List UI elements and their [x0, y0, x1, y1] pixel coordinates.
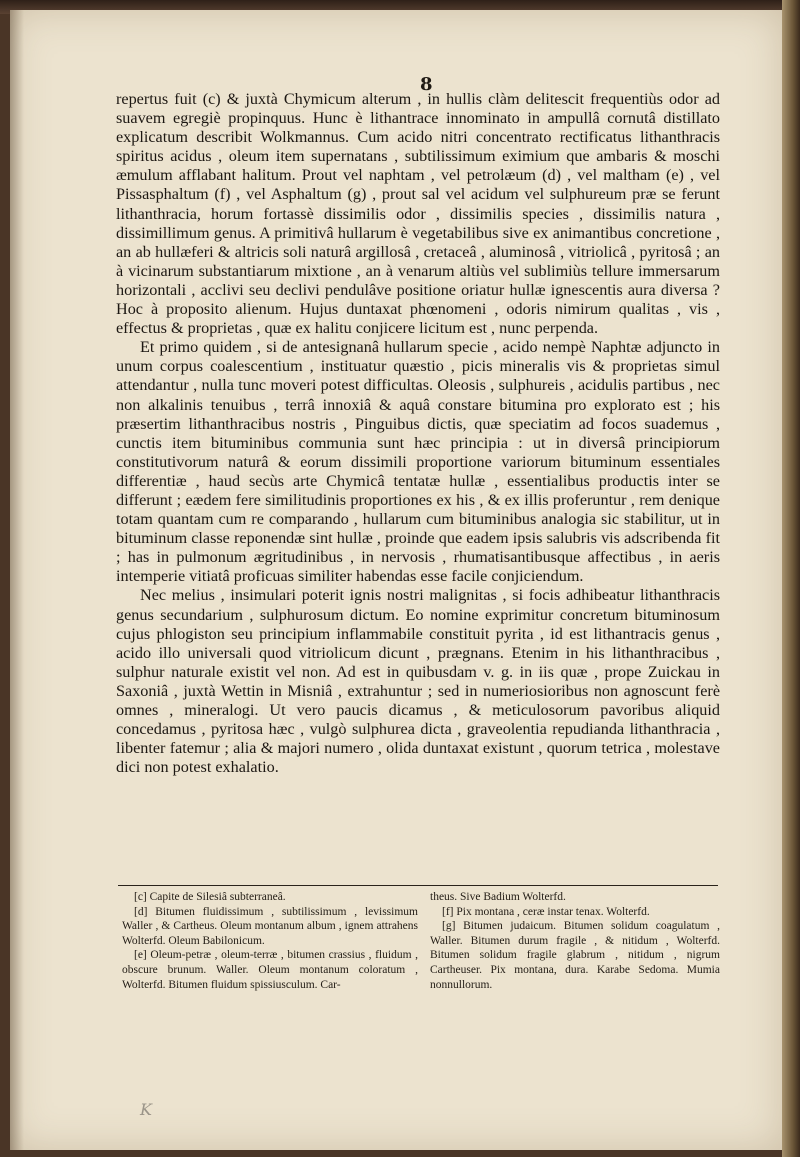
footnote-e: [e] Oleum-petræ , oleum-terræ , bitumen crassius , fluidum , obscure brunum. Waller. Oleum montanum coloratum , Wolterfd. Bitumen fluidum spissiusculum. Car- [122, 949, 418, 991]
paragraph-3: Nec melius , insimulari poterit ignis nostri malignitas , si focis adhibeatur lithanthracis genus secundarium , sulphurosum dictum. Eo nomine exprimitur concretum bituminosum cujus phlogiston seu principium inflammabile constituit pyrita , id est lithantracis genus , acido illo universali quod vitriolicum dicunt , prægnans. Etenim in his lithanthracibus , sulphur naturale existit vel non. Ad est in quibusdam v. g. in iis quæ , prope Zuickau in Saxoniâ , juxtà Wettin in Misniâ , extrahuntur ; sed in numeriosioribus non agnoscunt ferè omnes , mineralogi. Ut vero paucis dicamus , & meticulosorum pavoribus aliquid concedamus , pyritosa hæc , vulgò sulphurea dicta , graveolentia repudianda lithanthracia , libenter fatemur ; alia & majori numero , olida duntaxat existunt , quorum tetrica , molestave dici non potest exhalatio. [116, 586, 720, 777]
footnotes-right-column [430, 890, 720, 992]
page-number: 8 [420, 74, 433, 95]
footnote-d: [d] Bitumen fluidissimum , subtilissimum , levissimum Waller , & Cartheus. Oleum montanum album , ignem attrahens Wolterfd. Oleum Babilonicum. [122, 905, 418, 947]
paragraph-2: Et primo quidem , si de antesignanâ hullarum specie , acido nempè Naphtæ adjuncto in unum corpus coalescentium , instituatur quæstio , picis mineralis vis & proprietas simul attendantur , nulla tunc moveri potest difficultas. Oleosis , sulphureis , acidulis partibus , nec non alkalinis tenuibus , terrâ innoxiâ & aquâ constare bitumina pro explorato est ; his præsertim lithanthracibus nostris , Pinguibus dictis, quæ speciatim ad focos suademus , cunctis item bituminibus communia sunt hæc principia : ut in diversâ principiorum constitutivorum naturâ & eorum dissimili proportione variorum bituminum essentiales differentiæ , haud secùs arte Chymicâ tentatæ hullæ , essentialibus productis inter se differunt ; eædem fere similitudinis proportiones ex his , & ex illis proferuntur , rem denique totam quantam cum re comparando , hullarum cum bituminibus analogia sic stabilitur, ut in bituminum classe reponendæ sint hullæ , proinde que eadem ipsis salubris vis adscribenda fit ; has in pulmonum ægritudinibus , in nervosis , rhumatisantibusque affectibus , in aeris intemperie vitiatâ proficuas similiter habendas esse facile conjiciendum. [116, 338, 720, 586]
footnote-c: [c] Capite de Silesiâ subterraneâ. [134, 891, 286, 903]
page-gutter-shadow [10, 10, 24, 1150]
footnote-e-continued: theus. Sive Badium Wolterfd. [430, 891, 566, 903]
book-spine-edge [782, 0, 800, 1157]
paragraph-1: repertus fuit (c) & juxtà Chymicum alterum , in hullis clàm delitescit frequentiùs odor ad suavem egregiè propinquus. Hunc è lithantrace innominato in ampullâ cornutâ distillato explicatum describit Wolkmannus. Cum acido nitri concentrato rectificatus lithanthracis spiritus acidus , oleum item supernatans , subtilissimum eximium que ambaris & moschi æmulum afflabant halitum. Prout vel naphtam , vel petrolæum (d) , vel maltham (e) , vel Pissasphaltum (f) , vel Asphaltum (g) , prout sal vel acidum vel sulphureum præ se ferunt lithanthracia, horum fortassè dissimilis odor , dissimilis species , dissimilis natura , dissimillimum genus. A primitivâ hullarum è vegetabilibus sive ex animantibus concretione , an ab hullæferi & altricis soli naturâ argillosâ , cretaceâ , aluminosâ , vitriolicâ , pyritosâ ; an à vicinarum substantiarum mixtione , an à venarum altiùs vel sublimiùs tellure immersarum horizontali , acclivi seu declivi pendulâve positione oriatur hullæ ignescentis aura diversa ? Hoc à proposito alienum. Hujus duntaxat phœnomeni , odoris nimirum qualitas , vis , effectus & proprietas , quæ ex halitu conjicere licitum est , nunc perpenda. [116, 90, 720, 338]
footnotes-left-column [122, 890, 418, 992]
pencil-mark: K [140, 1100, 152, 1119]
footnote-f: [f] Pix montana , ceræ instar tenax. Wolterfd. [442, 905, 650, 918]
body-text [116, 90, 720, 777]
footnote-g: [g] Bitumen judaicum. Bitumen solidum coagulatum , Waller. Bitumen durum fragile , & nitidum , Wolterfd. Bitumen solidum fragile glabrum , nitidum , nigrum Cartheuser. Pix montana, dura. Karabe Sedoma. Mumia nonnullorum. [430, 920, 720, 991]
footnote-rule [118, 885, 718, 886]
